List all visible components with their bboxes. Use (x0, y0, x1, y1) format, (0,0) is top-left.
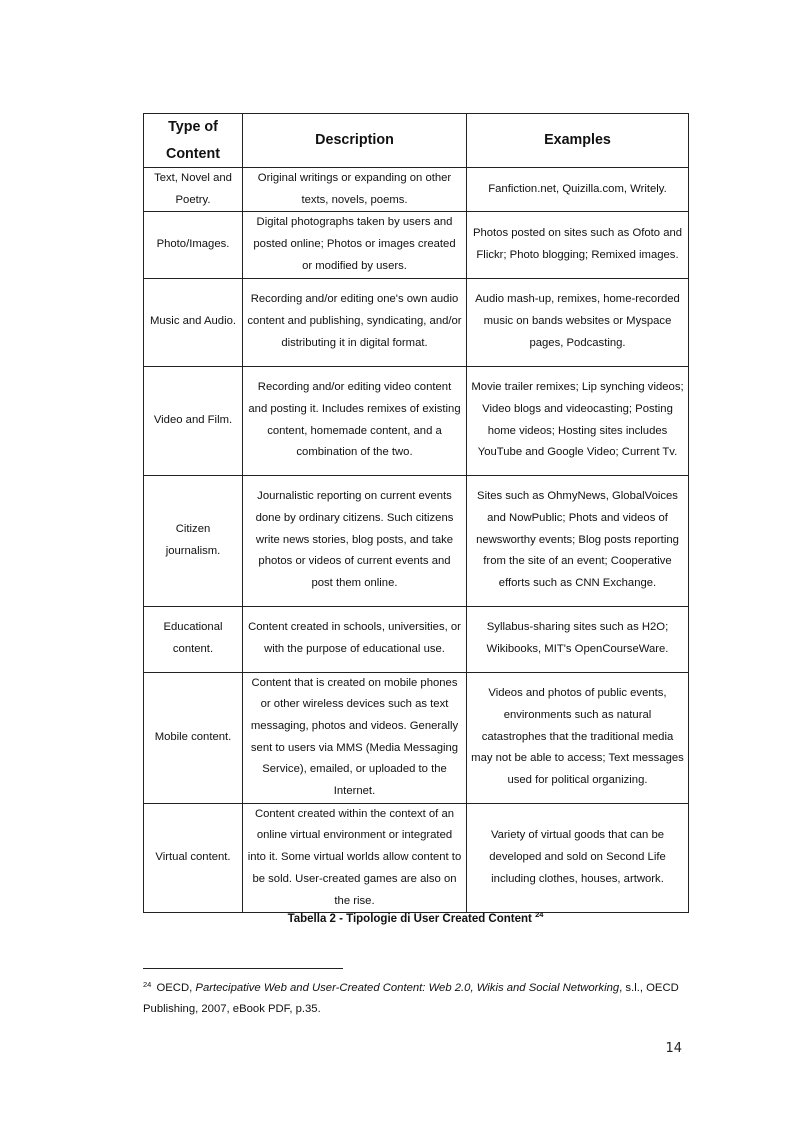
table-row (144, 366, 689, 475)
table-body (144, 168, 689, 913)
cell-description: Recording and/or editing one's own audio content and publishing, syndicating, and/or distributing it in digital format. (243, 278, 467, 366)
cell-description: Recording and/or editing video content and posting it. Includes remixes of existing content, homemade content, and a combination of the two. (243, 366, 467, 475)
cell-description: Original writings or expanding on other texts, novels, poems. (243, 168, 467, 212)
cell-description: Content that is created on mobile phones or other wireless devices such as text messaging, photos and videos. Generally sent to users via MMS (Media Messaging Service), emailed, or uploaded to the Internet. (243, 672, 467, 803)
cell-description: Content created in schools, universities, or with the purpose of educational use. (243, 606, 467, 672)
cell-type: Virtual content. (144, 803, 243, 913)
caption-text: Tabella 2 - Tipologie di User Created Content (287, 913, 532, 925)
page-number: 14 (665, 1041, 682, 1056)
cell-description: Journalistic reporting on current events done by ordinary citizens. Such citizens write news stories, blog posts, and take photos or videos of current events and post them online. (243, 475, 467, 606)
content-types-table (143, 113, 689, 913)
table-row (144, 278, 689, 366)
cell-examples: Movie trailer remixes; Lip synching videos; Video blogs and videocasting; Posting home videos; Hosting sites includes YouTube and Google Video; Current Tv. (467, 366, 689, 475)
cell-examples: Variety of virtual goods that can be developed and sold on Second Life including clothes, houses, artwork. (467, 803, 689, 913)
table-row (144, 475, 689, 606)
table-row (144, 168, 689, 212)
table-header-row (144, 114, 689, 168)
cell-examples: Videos and photos of public events, environments such as natural catastrophes that the traditional media may not be able to access; Text messages used for political organizing. (467, 672, 689, 803)
cell-examples: Sites such as OhmyNews, GlobalVoices and NowPublic; Phots and videos of newsworthy events; Blog posts reporting from the site of an event; Cooperative efforts such as CNN Exchange. (467, 475, 689, 606)
cell-type: Educational content. (144, 606, 243, 672)
table-caption (143, 910, 688, 925)
table-row (144, 212, 689, 278)
cell-type: Photo/Images. (144, 212, 243, 278)
table-row (144, 606, 689, 672)
cell-type: Citizen journalism. (144, 475, 243, 606)
table-header (144, 114, 689, 168)
footnote-details: , s.l., OECD Publishing, 2007, eBook PDF, p.35. (143, 982, 679, 1015)
footnote-author: OECD, (156, 982, 193, 994)
cell-type: Mobile content. (144, 672, 243, 803)
cell-description: Content created within the context of an online virtual environment or integrated into it. Some virtual worlds allow content to be sold. User-created games are also on the rise. (243, 803, 467, 913)
cell-type: Text, Novel and Poetry. (144, 168, 243, 212)
footnote-number: 24 (143, 980, 152, 989)
footnote-divider (143, 968, 343, 969)
cell-examples: Photos posted on sites such as Ofoto and Flickr; Photo blogging; Remixed images. (467, 212, 689, 278)
footnote-title: Partecipative Web and User-Created Content: Web 2.0, Wikis and Social Networking (195, 982, 620, 994)
cell-type: Music and Audio. (144, 278, 243, 366)
table-row (144, 672, 689, 803)
cell-examples: Audio mash-up, remixes, home-recorded music on bands websites or Myspace pages, Podcasting. (467, 278, 689, 366)
header-type-of-content: Type of Content (144, 114, 243, 168)
header-description: Description (243, 114, 467, 168)
cell-description: Digital photographs taken by users and posted online; Photos or images created or modified by users. (243, 212, 467, 278)
cell-examples: Syllabus-sharing sites such as H2O; Wikibooks, MIT's OpenCourseWare. (467, 606, 689, 672)
table-row (144, 803, 689, 913)
footnote (143, 974, 688, 1020)
cell-type: Video and Film. (144, 366, 243, 475)
footnote-reference[interactable]: 24 (535, 910, 544, 919)
header-examples: Examples (467, 114, 689, 168)
cell-examples: Fanfiction.net, Quizilla.com, Writely. (467, 168, 689, 212)
